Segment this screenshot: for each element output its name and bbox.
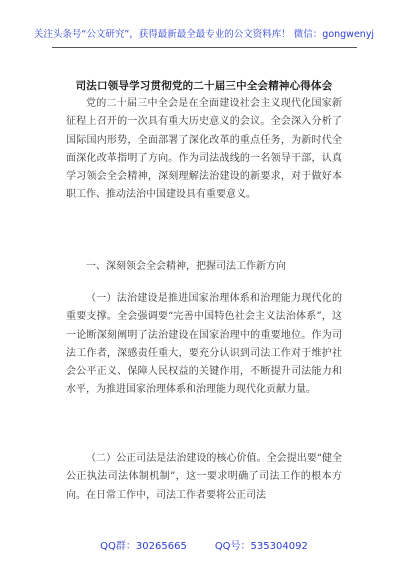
footer-qq-group: QQ群：30265665 bbox=[100, 541, 187, 552]
footer-qq-number: QQ号：535304092 bbox=[214, 541, 308, 552]
intro-paragraph: 党的二十届三中全会是在全面建设社会主义现代化国家新征程上召开的一次具有重大历史意义的会议。全会深入分析了国际国内形势，全面部署了深化改革的重点任务，为新时代全面深化改革指明了方向。作为司法战线的一名领导干部，认真学习领会全会精神，深刻理解法治建设的新要求，对于做好本职工作、推动法治中国建设具有重要意义。 bbox=[66, 98, 342, 201]
intro-block bbox=[66, 95, 342, 205]
paragraph-1: （一）法治建设是推进国家治理体系和治理能力现代化的重要支撑。全会强调要“完善中国特色社会主义法治体系”，这一论断深刻阐明了法治建设在国家治理中的重要地位。作为司法工作者，深感责任重大，要充分认识到司法工作对于维护社会公平正义、保障人民权益的关键作用，不断提升司法能力和水平，为推进国家治理体系和治理能力现代化贡献力量。 bbox=[66, 293, 342, 396]
section-1-heading: 一、深刻领会全会精神，把握司法工作新方向 bbox=[86, 261, 286, 272]
paragraph-1-block bbox=[66, 290, 342, 400]
paragraph-2-block bbox=[66, 450, 342, 530]
header-banner: 关注头条号“公文研究”，获得最新最全最专业的公文资料库！ 微信：gongwenyj bbox=[33, 29, 375, 40]
document-title: 司法口领导学习贯彻党的二十届三中全会精神心得体会 bbox=[75, 80, 333, 92]
section-heading-block bbox=[66, 258, 342, 276]
footer-contact bbox=[0, 537, 408, 552]
paragraph-2: （二）公正司法是法治建设的核心价值。全会提出要“健全公正执法司法体制机制”，这一要求明确了司法工作的根本方向。在日常工作中，司法工作者要将公正司法 bbox=[66, 453, 342, 501]
header-divider bbox=[52, 47, 357, 48]
